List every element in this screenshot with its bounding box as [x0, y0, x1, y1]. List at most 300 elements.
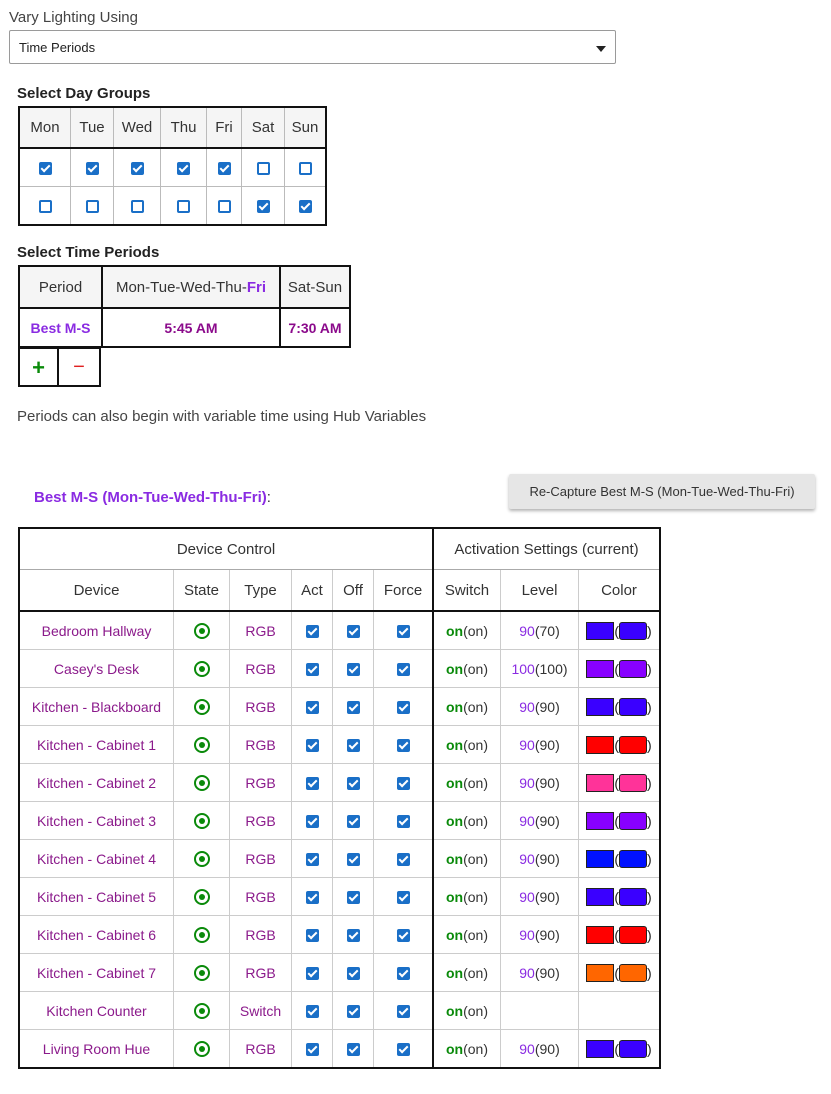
- force-checkbox[interactable]: [397, 625, 410, 638]
- state-cell: [174, 916, 230, 954]
- col-act: Act: [292, 570, 333, 612]
- color-target-swatch[interactable]: [586, 660, 614, 678]
- paren-open: (: [614, 850, 619, 867]
- off-cell: [333, 992, 374, 1030]
- device-row: [19, 954, 660, 992]
- day-group-1-wed-checkbox[interactable]: [131, 162, 144, 175]
- day-group-1-mon-checkbox[interactable]: [39, 162, 52, 175]
- color-target-swatch[interactable]: [586, 812, 614, 830]
- force-cell: [374, 802, 434, 840]
- paren-open: (: [614, 660, 619, 677]
- day-header-sun: Sun: [285, 107, 327, 148]
- force-checkbox[interactable]: [397, 929, 410, 942]
- switch-current: (on): [463, 736, 488, 753]
- color-cell: [579, 688, 661, 726]
- switch-target: on: [445, 888, 464, 905]
- act-cell: [292, 878, 333, 916]
- paren-close: ): [647, 774, 652, 791]
- paren-open: (: [614, 698, 619, 715]
- level-target: 90: [519, 622, 535, 639]
- day-group-1-sat-checkbox[interactable]: [257, 162, 270, 175]
- switch-current: (on): [463, 926, 488, 943]
- day-group-cell: [114, 187, 161, 226]
- level-current: (70): [534, 622, 560, 639]
- day-group-cell: [285, 148, 327, 187]
- section-title: [34, 489, 271, 506]
- color-cell: [579, 840, 661, 878]
- off-checkbox[interactable]: [347, 1005, 360, 1018]
- off-checkbox[interactable]: [347, 891, 360, 904]
- device-name[interactable]: Kitchen Counter: [19, 992, 174, 1030]
- switch-cell[interactable]: [433, 1030, 501, 1069]
- color-current-swatch: [619, 660, 647, 678]
- color-target-swatch[interactable]: [586, 850, 614, 868]
- device-name[interactable]: Kitchen - Cabinet 2: [19, 764, 174, 802]
- day-group-2-thu-checkbox[interactable]: [177, 200, 190, 213]
- remove-period-button[interactable]: −: [59, 347, 101, 387]
- device-row: [19, 688, 660, 726]
- weekday-header: [102, 266, 280, 308]
- day-group-cell: [71, 148, 114, 187]
- state-cell: [174, 726, 230, 764]
- off-cell: [333, 726, 374, 764]
- color-cell: [579, 992, 661, 1030]
- color-swatch[interactable]: [586, 736, 651, 754]
- color-cell: [579, 954, 661, 992]
- level-cell[interactable]: [501, 1030, 579, 1069]
- paren-open: (: [614, 736, 619, 753]
- act-checkbox[interactable]: [306, 625, 319, 638]
- act-cell: [292, 1030, 333, 1069]
- switch-current: (on): [463, 812, 488, 829]
- day-group-cell: [242, 187, 285, 226]
- paren-close: ): [647, 964, 652, 981]
- device-name[interactable]: Living Room Hue: [19, 1030, 174, 1069]
- day-header-fri: Fri: [207, 107, 242, 148]
- paren-open: (: [614, 964, 619, 981]
- act-cell: [292, 840, 333, 878]
- level-target: 90: [519, 812, 535, 829]
- device-name[interactable]: Kitchen - Cabinet 6: [19, 916, 174, 954]
- color-target-swatch[interactable]: [586, 736, 614, 754]
- act-checkbox[interactable]: [306, 701, 319, 714]
- act-cell: [292, 688, 333, 726]
- off-checkbox[interactable]: [347, 701, 360, 714]
- paren-close: ): [647, 660, 652, 677]
- level-cell[interactable]: [501, 878, 579, 916]
- switch-current: (on): [463, 774, 488, 791]
- device-name[interactable]: Kitchen - Cabinet 4: [19, 840, 174, 878]
- off-checkbox[interactable]: [347, 739, 360, 752]
- off-checkbox[interactable]: [347, 625, 360, 638]
- state-cell: [174, 992, 230, 1030]
- device-row: [19, 764, 660, 802]
- device-row: [19, 802, 660, 840]
- switch-cell[interactable]: [433, 802, 501, 840]
- color-swatch[interactable]: [586, 812, 651, 830]
- switch-target: on: [445, 964, 464, 981]
- day-group-cell: [207, 187, 242, 226]
- weekend-time-cell[interactable]: 7:30 AM: [280, 308, 350, 347]
- color-current-swatch: [619, 850, 647, 868]
- act-cell: [292, 802, 333, 840]
- state-radio-icon[interactable]: [194, 1003, 210, 1019]
- color-current-swatch: [619, 698, 647, 716]
- off-cell: [333, 878, 374, 916]
- color-swatch[interactable]: [586, 774, 651, 792]
- color-current-swatch: [619, 926, 647, 944]
- off-checkbox[interactable]: [347, 853, 360, 866]
- level-current: (90): [534, 964, 560, 981]
- state-radio-icon[interactable]: [194, 623, 210, 639]
- force-checkbox[interactable]: [397, 777, 410, 790]
- switch-cell[interactable]: [433, 650, 501, 688]
- device-name[interactable]: Bedroom Hallway: [19, 611, 174, 650]
- color-cell: [579, 916, 661, 954]
- act-checkbox[interactable]: [306, 815, 319, 828]
- color-swatch[interactable]: [586, 850, 651, 868]
- color-current-swatch: [619, 888, 647, 906]
- act-checkbox[interactable]: [306, 777, 319, 790]
- color-target-swatch[interactable]: [586, 622, 614, 640]
- level-target: 90: [519, 1040, 535, 1057]
- color-target-swatch[interactable]: [586, 1040, 614, 1058]
- col-switch: Switch: [433, 570, 501, 612]
- level-current: (90): [534, 812, 560, 829]
- state-radio-icon[interactable]: [194, 737, 210, 753]
- state-cell: [174, 1030, 230, 1069]
- day-group-cell: [161, 148, 207, 187]
- device-name[interactable]: Kitchen - Cabinet 1: [19, 726, 174, 764]
- color-swatch[interactable]: [586, 660, 651, 678]
- vary-lighting-label: Vary Lighting Using: [9, 9, 138, 26]
- color-current-swatch: [619, 964, 647, 982]
- off-checkbox[interactable]: [347, 663, 360, 676]
- device-type: Switch: [230, 992, 292, 1030]
- day-group-1-sun-checkbox[interactable]: [299, 162, 312, 175]
- act-checkbox[interactable]: [306, 1005, 319, 1018]
- level-cell[interactable]: [501, 840, 579, 878]
- force-cell: [374, 726, 434, 764]
- color-cell: [579, 802, 661, 840]
- level-cell[interactable]: [501, 688, 579, 726]
- force-cell: [374, 1030, 434, 1069]
- device-type: RGB: [230, 688, 292, 726]
- day-header-wed: Wed: [114, 107, 161, 148]
- act-cell: [292, 650, 333, 688]
- vary-lighting-value: Time Periods: [19, 40, 96, 55]
- day-group-2-wed-checkbox[interactable]: [131, 200, 144, 213]
- device-type: RGB: [230, 764, 292, 802]
- force-checkbox[interactable]: [397, 701, 410, 714]
- act-checkbox[interactable]: [306, 663, 319, 676]
- day-group-2-tue-checkbox[interactable]: [86, 200, 99, 213]
- level-target: 90: [519, 964, 535, 981]
- switch-cell[interactable]: [433, 764, 501, 802]
- paren-close: ): [647, 736, 652, 753]
- paren-close: ): [647, 926, 652, 943]
- level-cell[interactable]: [501, 650, 579, 688]
- force-cell: [374, 916, 434, 954]
- switch-target: on: [445, 660, 464, 677]
- force-checkbox[interactable]: [397, 663, 410, 676]
- device-type: RGB: [230, 840, 292, 878]
- device-row: [19, 992, 660, 1030]
- force-checkbox[interactable]: [397, 853, 410, 866]
- color-cell: [579, 611, 661, 650]
- paren-close: ): [647, 622, 652, 639]
- off-cell: [333, 840, 374, 878]
- add-period-button[interactable]: +: [18, 347, 59, 387]
- day-group-2-fri-checkbox[interactable]: [218, 200, 231, 213]
- device-row: [19, 916, 660, 954]
- device-name[interactable]: Kitchen - Cabinet 7: [19, 954, 174, 992]
- device-name[interactable]: Kitchen - Cabinet 5: [19, 878, 174, 916]
- switch-target: on: [445, 698, 464, 715]
- color-target-swatch[interactable]: [586, 964, 614, 982]
- act-checkbox[interactable]: [306, 853, 319, 866]
- state-radio-icon[interactable]: [194, 775, 210, 791]
- off-checkbox[interactable]: [347, 1043, 360, 1056]
- paren-close: ): [647, 850, 652, 867]
- device-type: RGB: [230, 726, 292, 764]
- color-current-swatch: [619, 774, 647, 792]
- off-checkbox[interactable]: [347, 815, 360, 828]
- level-current: (90): [534, 888, 560, 905]
- weekend-header: Sat-Sun: [280, 266, 350, 308]
- vary-lighting-select[interactable]: [9, 30, 616, 64]
- switch-target: on: [445, 926, 464, 943]
- force-cell: [374, 992, 434, 1030]
- act-cell: [292, 916, 333, 954]
- level-target: 90: [519, 698, 535, 715]
- off-cell: [333, 764, 374, 802]
- section-title-text: Best M-S (Mon-Tue-Wed-Thu-Fri): [34, 489, 267, 506]
- device-type: RGB: [230, 650, 292, 688]
- device-name[interactable]: Kitchen - Cabinet 3: [19, 802, 174, 840]
- switch-current: (on): [463, 1002, 488, 1019]
- switch-target: on: [445, 850, 464, 867]
- switch-cell[interactable]: [433, 840, 501, 878]
- color-cell: [579, 726, 661, 764]
- act-cell: [292, 954, 333, 992]
- day-group-row: [19, 187, 326, 226]
- level-cell[interactable]: [501, 992, 579, 1030]
- paren-close: ): [647, 888, 652, 905]
- day-groups-title: Select Day Groups: [17, 85, 151, 102]
- paren-open: (: [614, 1040, 619, 1057]
- switch-cell[interactable]: [433, 688, 501, 726]
- act-checkbox[interactable]: [306, 929, 319, 942]
- color-current-swatch: [619, 736, 647, 754]
- device-name[interactable]: Casey's Desk: [19, 650, 174, 688]
- color-target-swatch[interactable]: [586, 888, 614, 906]
- state-radio-icon[interactable]: [194, 927, 210, 943]
- device-row: [19, 726, 660, 764]
- paren-open: (: [614, 926, 619, 943]
- paren-close: ): [647, 698, 652, 715]
- switch-cell[interactable]: [433, 954, 501, 992]
- time-periods-table: [18, 265, 351, 348]
- level-target: 90: [519, 774, 535, 791]
- col-type: Type: [230, 570, 292, 612]
- act-cell: [292, 992, 333, 1030]
- period-name-cell[interactable]: Best M-S: [19, 308, 102, 347]
- level-cell[interactable]: [501, 611, 579, 650]
- paren-open: (: [614, 622, 619, 639]
- col-level: Level: [501, 570, 579, 612]
- device-row: [19, 650, 660, 688]
- color-cell: [579, 764, 661, 802]
- color-swatch[interactable]: [586, 698, 651, 716]
- device-row: [19, 840, 660, 878]
- weekday-header-prefix: Mon-Tue-Wed-Thu-: [115, 278, 247, 296]
- day-group-2-mon-checkbox[interactable]: [39, 200, 52, 213]
- period-header: Period: [19, 266, 102, 308]
- level-cell[interactable]: [501, 802, 579, 840]
- switch-cell[interactable]: [433, 726, 501, 764]
- col-off: Off: [333, 570, 374, 612]
- level-current: (90): [534, 926, 560, 943]
- device-type: RGB: [230, 954, 292, 992]
- day-group-cell: [161, 187, 207, 226]
- weekday-header-fri: Fri: [246, 278, 267, 296]
- day-header-tue: Tue: [71, 107, 114, 148]
- paren-close: ): [647, 1040, 652, 1057]
- day-group-cell: [19, 187, 71, 226]
- color-target-swatch[interactable]: [586, 926, 614, 944]
- state-cell: [174, 878, 230, 916]
- paren-open: (: [614, 812, 619, 829]
- level-cell[interactable]: [501, 764, 579, 802]
- day-group-row: [19, 148, 326, 187]
- color-swatch[interactable]: [586, 622, 651, 640]
- act-checkbox[interactable]: [306, 967, 319, 980]
- col-state: State: [174, 570, 230, 612]
- off-cell: [333, 916, 374, 954]
- paren-open: (: [614, 774, 619, 791]
- force-checkbox[interactable]: [397, 891, 410, 904]
- level-target: 100: [511, 660, 535, 677]
- level-cell[interactable]: [501, 916, 579, 954]
- off-checkbox[interactable]: [347, 777, 360, 790]
- time-periods-title: Select Time Periods: [17, 244, 160, 261]
- color-swatch[interactable]: [586, 964, 651, 982]
- state-radio-icon[interactable]: [194, 889, 210, 905]
- off-checkbox[interactable]: [347, 967, 360, 980]
- color-target-swatch[interactable]: [586, 774, 614, 792]
- device-row: [19, 1030, 660, 1069]
- color-cell: [579, 878, 661, 916]
- off-cell: [333, 1030, 374, 1069]
- state-radio-icon[interactable]: [194, 851, 210, 867]
- off-cell: [333, 954, 374, 992]
- weekday-time-cell[interactable]: 5:45 AM: [102, 308, 280, 347]
- state-radio-icon[interactable]: [194, 965, 210, 981]
- switch-cell[interactable]: [433, 992, 501, 1030]
- act-checkbox[interactable]: [306, 891, 319, 904]
- col-color: Color: [579, 570, 661, 612]
- force-checkbox[interactable]: [397, 815, 410, 828]
- force-checkbox[interactable]: [397, 1043, 410, 1056]
- switch-current: (on): [463, 964, 488, 981]
- act-checkbox[interactable]: [306, 739, 319, 752]
- switch-cell[interactable]: [433, 878, 501, 916]
- force-cell: [374, 840, 434, 878]
- state-cell: [174, 688, 230, 726]
- switch-current: (on): [463, 1040, 488, 1057]
- day-header-thu: Thu: [161, 107, 207, 148]
- switch-cell[interactable]: [433, 611, 501, 650]
- off-checkbox[interactable]: [347, 929, 360, 942]
- switch-cell[interactable]: [433, 916, 501, 954]
- device-row: [19, 611, 660, 650]
- device-name[interactable]: Kitchen - Blackboard: [19, 688, 174, 726]
- state-radio-icon[interactable]: [194, 661, 210, 677]
- state-cell: [174, 650, 230, 688]
- force-cell: [374, 611, 434, 650]
- level-target: 90: [519, 926, 535, 943]
- col-force: Force: [374, 570, 434, 612]
- level-cell[interactable]: [501, 726, 579, 764]
- day-group-1-thu-checkbox[interactable]: [177, 162, 190, 175]
- state-radio-icon[interactable]: [194, 813, 210, 829]
- force-checkbox[interactable]: [397, 739, 410, 752]
- switch-target: on: [445, 736, 464, 753]
- force-cell: [374, 688, 434, 726]
- day-group-cell: [242, 148, 285, 187]
- act-cell: [292, 611, 333, 650]
- level-current: (90): [534, 774, 560, 791]
- color-target-swatch[interactable]: [586, 698, 614, 716]
- act-checkbox[interactable]: [306, 1043, 319, 1056]
- day-header-sat: Sat: [242, 107, 285, 148]
- state-cell: [174, 611, 230, 650]
- level-target: 90: [519, 888, 535, 905]
- color-swatch[interactable]: [586, 1040, 651, 1058]
- color-swatch[interactable]: [586, 926, 651, 944]
- recapture-button[interactable]: Re-Capture Best M-S (Mon-Tue-Wed-Thu-Fri): [509, 474, 815, 509]
- device-type: RGB: [230, 916, 292, 954]
- color-swatch[interactable]: [586, 888, 651, 906]
- device-type: RGB: [230, 802, 292, 840]
- state-cell: [174, 840, 230, 878]
- day-group-2-sat-checkbox[interactable]: [257, 200, 270, 213]
- dropdown-arrow-icon: [596, 46, 606, 52]
- day-group-1-tue-checkbox[interactable]: [86, 162, 99, 175]
- level-current: (100): [534, 660, 568, 677]
- force-cell: [374, 764, 434, 802]
- color-cell: [579, 650, 661, 688]
- state-radio-icon[interactable]: [194, 1041, 210, 1057]
- switch-current: (on): [463, 622, 488, 639]
- level-current: (90): [534, 850, 560, 867]
- force-checkbox[interactable]: [397, 1005, 410, 1018]
- level-current: (90): [534, 736, 560, 753]
- day-group-1-fri-checkbox[interactable]: [218, 162, 231, 175]
- state-radio-icon[interactable]: [194, 699, 210, 715]
- paren-open: (: [614, 888, 619, 905]
- force-checkbox[interactable]: [397, 967, 410, 980]
- state-cell: [174, 954, 230, 992]
- section-title-colon: :: [266, 489, 271, 506]
- hub-variables-note: Periods can also begin with variable time using Hub Variables: [17, 408, 427, 425]
- col-device: Device: [19, 570, 174, 612]
- day-group-2-sun-checkbox[interactable]: [299, 200, 312, 213]
- switch-current: (on): [463, 660, 488, 677]
- switch-target: on: [445, 812, 464, 829]
- level-cell[interactable]: [501, 954, 579, 992]
